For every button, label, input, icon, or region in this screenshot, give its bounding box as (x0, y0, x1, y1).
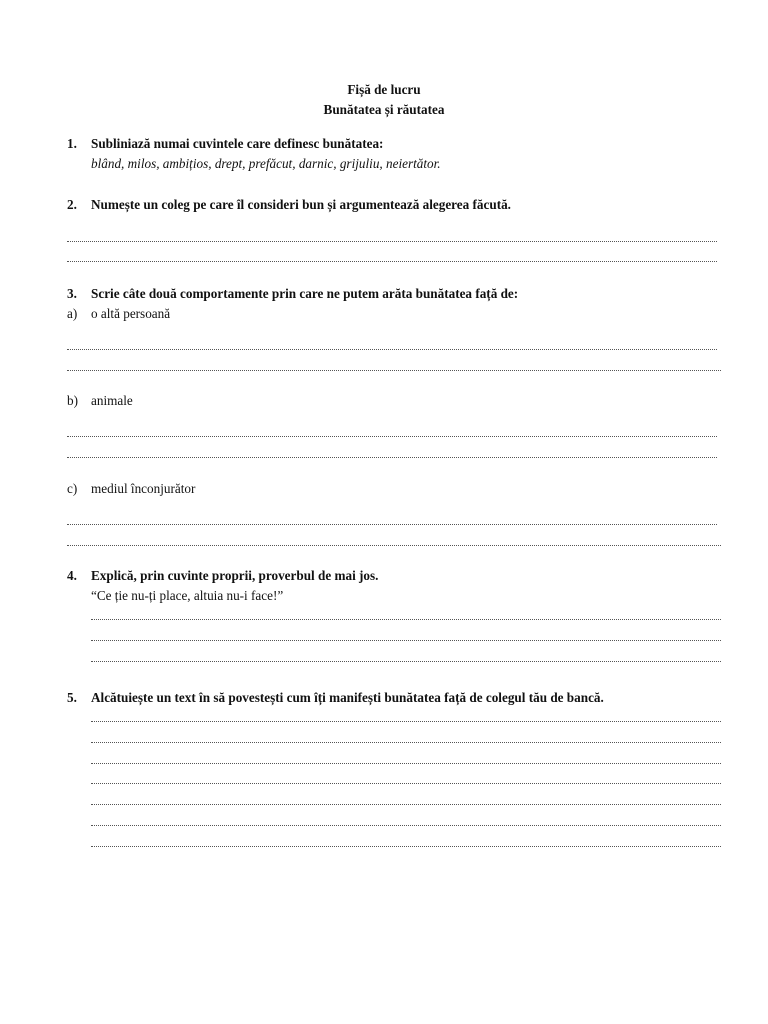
question-5-number: 5. (67, 690, 77, 705)
question-5-text: Alcătuiește un text în să povestești cum îți manifești bunătatea față de colegul tău de bancă. (91, 690, 604, 705)
answer-line[interactable] (67, 241, 717, 242)
page-subtitle: Bunătatea și răutatea (323, 102, 445, 117)
answer-line[interactable] (91, 783, 721, 784)
question-4-text: Explică, prin cuvinte proprii, proverbul de mai jos. (91, 568, 379, 583)
answer-line[interactable] (91, 846, 721, 847)
question-2-text: Numește un coleg pe care îl consideri bun și argumentează alegerea făcută. (91, 197, 511, 212)
question-3 (67, 285, 518, 302)
part-c-label: c) (67, 481, 78, 496)
answer-line[interactable] (67, 349, 717, 350)
part-c-text: mediul înconjurător (91, 481, 196, 496)
answer-line[interactable] (91, 619, 721, 620)
answer-line[interactable] (67, 436, 717, 437)
answer-line[interactable] (91, 661, 721, 662)
answer-line[interactable] (91, 763, 721, 764)
question-2-number: 2. (67, 197, 77, 212)
part-a-text: o altă persoană (91, 306, 171, 321)
question-5 (67, 689, 604, 706)
question-3-part-a (67, 305, 170, 322)
question-1 (67, 135, 383, 152)
answer-line[interactable] (67, 457, 717, 458)
answer-line[interactable] (91, 825, 721, 826)
answer-line[interactable] (91, 742, 721, 743)
answer-line[interactable] (67, 370, 721, 371)
part-b-label: b) (67, 393, 78, 408)
question-1-word-list: blând, milos, ambițios, drept, prefăcut, darnic, grijuliu, neiertător. (91, 156, 441, 171)
page-title: Fișă de lucru (347, 82, 421, 97)
proverb: “Ce ție nu-ți place, altuia nu-i face!” (91, 588, 284, 603)
question-1-text: Subliniază numai cuvintele care definesc bunătatea: (91, 136, 384, 151)
question-1-number: 1. (67, 136, 77, 151)
answer-line[interactable] (91, 804, 721, 805)
answer-line[interactable] (91, 640, 721, 641)
answer-line[interactable] (91, 721, 721, 722)
question-3-text: Scrie câte două comportamente prin care ne putem arăta bunătatea față de: (91, 286, 519, 301)
answer-line[interactable] (67, 545, 721, 546)
question-3-part-b (67, 392, 133, 409)
question-4 (67, 567, 378, 584)
question-4-number: 4. (67, 568, 77, 583)
part-b-text: animale (91, 393, 133, 408)
answer-line[interactable] (67, 524, 717, 525)
question-3-number: 3. (67, 286, 77, 301)
part-a-label: a) (67, 306, 78, 321)
answer-line[interactable] (67, 261, 717, 262)
question-2 (67, 196, 511, 213)
question-3-part-c (67, 480, 195, 497)
